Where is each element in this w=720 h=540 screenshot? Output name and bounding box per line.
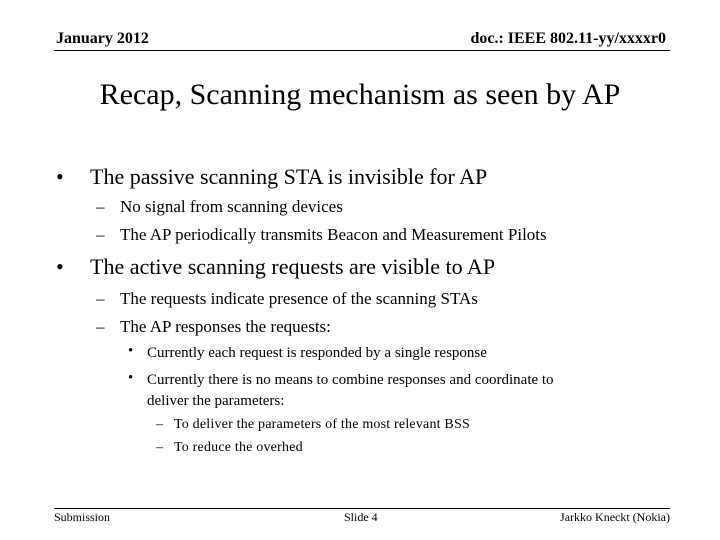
subsub-bullet-text: Currently each request is responded by a single response bbox=[147, 345, 487, 361]
footer-author: Jarkko Kneckt (Nokia) bbox=[560, 510, 670, 524]
subsub-bullet-text: Currently there is no means to combine responses and coordinate to bbox=[147, 372, 554, 388]
footer-slide-number: Slide 4 bbox=[344, 510, 378, 524]
header-doc-id: doc.: IEEE 802.11-yy/xxxxr0 bbox=[470, 30, 666, 47]
sub-bullet-text: No signal from scanning devices bbox=[120, 197, 343, 216]
sub-bullet-mark: – bbox=[96, 225, 105, 244]
subsub-bullet-mark: • bbox=[128, 343, 134, 359]
slide-title: Recap, Scanning mechanism as seen by AP bbox=[99, 78, 621, 111]
sub-bullet-text: The requests indicate presence of the scanning STAs bbox=[120, 289, 478, 308]
level4-bullet-text: To reduce the overhed bbox=[174, 440, 303, 455]
bullet-text: The passive scanning STA is invisible for AP bbox=[90, 164, 488, 189]
level4-bullet-mark: – bbox=[156, 440, 164, 455]
bullet-mark: • bbox=[56, 164, 64, 189]
header-date: January 2012 bbox=[56, 30, 149, 47]
level4-bullet-mark: – bbox=[156, 417, 164, 432]
sub-bullet-mark: – bbox=[96, 317, 105, 336]
sub-bullet-text: The AP responses the requests: bbox=[120, 317, 331, 336]
sub-bullet-mark: – bbox=[96, 197, 105, 216]
bullet-text: The active scanning requests are visible to AP bbox=[90, 254, 496, 279]
sub-bullet-mark: – bbox=[96, 289, 105, 308]
subsub-bullet-text: deliver the parameters: bbox=[147, 393, 285, 409]
bullet-mark: • bbox=[56, 254, 64, 279]
footer-rule bbox=[54, 508, 670, 509]
subsub-bullet-mark: • bbox=[128, 370, 134, 386]
level4-bullet-text: To deliver the parameters of the most relevant BSS bbox=[174, 417, 470, 432]
sub-bullet-text: The AP periodically transmits Beacon and Measurement Pilots bbox=[120, 225, 547, 244]
footer-submission: Submission bbox=[54, 510, 111, 524]
